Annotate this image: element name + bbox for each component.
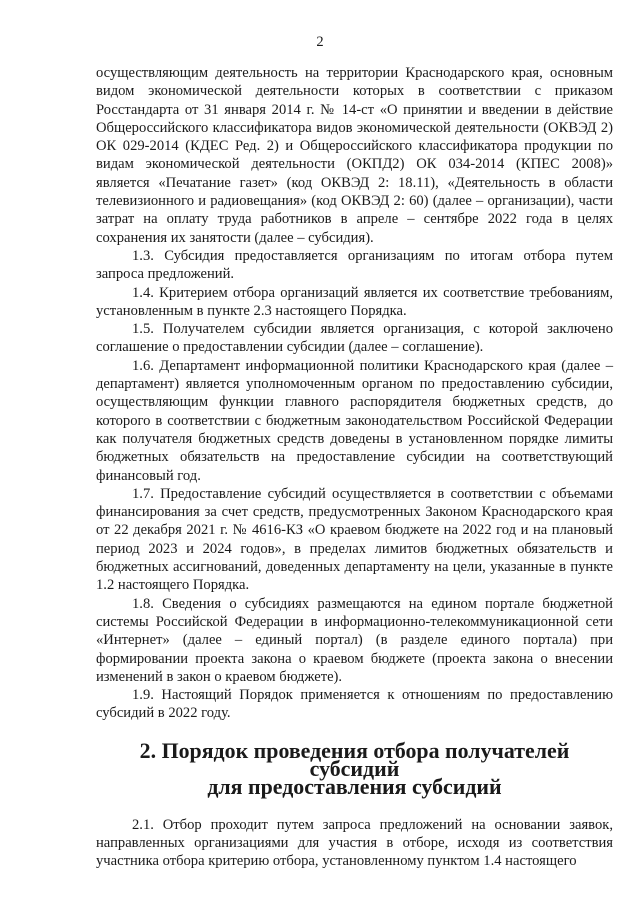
paragraph-1-4: 1.4. Критерием отбора организаций является их соответствие требованиям, установленным в пункте 2.3 настоящего Порядка. bbox=[96, 284, 613, 319]
paragraph-1-8: 1.8. Сведения о субсидиях размещаются на едином портале бюджетной системы Российской Федерации в информационно-телекоммуникационной сети «Интернет» (далее – единый портал) (в разделе единого портала) при формировании проекта закона о краевом бюджете (проекта закона о внесении изменений в закон о краевом бюджете). bbox=[96, 595, 613, 685]
section-heading-line-2: для предоставления субсидий bbox=[207, 774, 502, 800]
paragraph-1-6: 1.6. Департамент информационной политики Краснодарского края (далее – департамент) является уполномоченным органом по предоставлению субсидии, осуществляющим функции главного распорядителя бюджетных средств, до которого в соответствии с бюджетным законодательством Российской Федерации как получателя бюджетных средств доведены в установленном порядке лимиты бюджетных обязательств на предоставление субсидии на соответствующий финансовый год. bbox=[96, 357, 613, 484]
paragraph-1-7: 1.7. Предоставление субсидий осуществляется в соответствии с объемами финансирования за счет средств, предусмотренных Законом Краснодарского края от 22 декабря 2021 г. № 4616-КЗ «О краевом бюджете на 2022 год и на плановый период 2023 и 2024 годов», в пределах лимитов бюджетных обязательств и бюджетных ассигнований, доведенных департаменту на цели, указанные в пункте 1.2 настоящего Порядка. bbox=[96, 485, 613, 594]
section-heading-line-1: 2. Порядок проведения отбора получателей субсидий bbox=[139, 737, 570, 781]
paragraph-1-9: 1.9. Настоящий Порядок применяется к отношениям по предоставлению субсидий в 2022 году. bbox=[96, 687, 613, 722]
paragraph-continuation: осуществляющим деятельность на территории Краснодарского края, основным видом экономической деятельности которых в соответствии с приказом Росстандарта от 31 января 2014 г. № 14-ст «О принятии и введении в действие Общероссийского классификатора видов экономической деятельности (ОКВЭД 2) ОК 029-2014 (КДЕС Ред. 2) и Общероссийского классификатора продукции по видам экономической деятельности (ОКПД2) ОК 034-2014 (КПЕС 2008)» является «Печатание газет» (код ОКВЭД 2: 18.11), «Деятельность в области телевизионного и радиовещания» (код ОКВЭД 2: 60) (далее – организации), части затрат на оплату труда работников в апреле – сентябре 2022 года в целях сохранения их занятости (далее – субсидия). bbox=[96, 65, 613, 246]
section-heading bbox=[96, 737, 613, 800]
paragraph-2-1: 2.1. Отбор проходит путем запроса предложений на основании заявок, направленных организациями для участия в отборе, исходя из соответствия участника отбора критерию отбора, установленному пунктом 1.4 настоящего bbox=[96, 816, 613, 870]
document-body bbox=[96, 64, 613, 870]
paragraph-1-3: 1.3. Субсидия предоставляется организациям по итогам отбора путем запроса предложений. bbox=[96, 247, 613, 283]
paragraph-1-5: 1.5. Получателем субсидии является организация, с которой заключено соглашение о предоставлении субсидии (далее – соглашение). bbox=[96, 321, 613, 356]
page-number: 2 bbox=[316, 34, 324, 50]
